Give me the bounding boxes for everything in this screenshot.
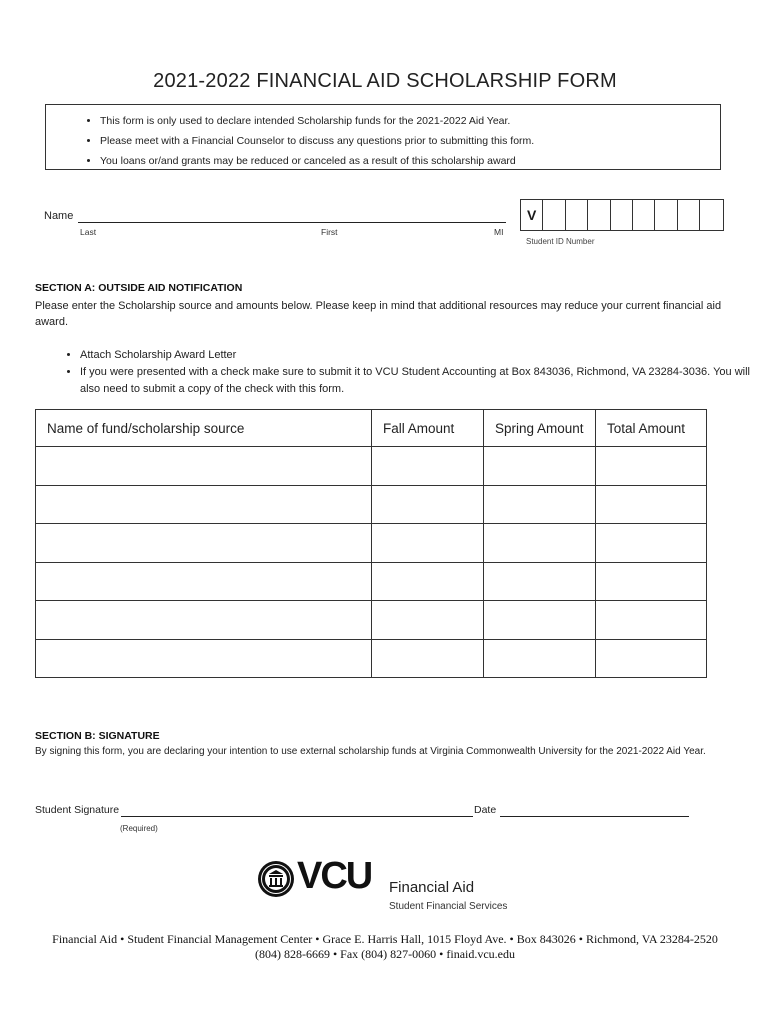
spring-amount-cell[interactable] (484, 485, 596, 524)
section-b-paragraph: By signing this form, you are declaring your intention to use external scholarship funds at Virginia Commonwealth University for the 2021-2022 Aid Year. (35, 746, 706, 757)
total-amount-cell[interactable] (596, 485, 707, 524)
student-id-field[interactable] (520, 199, 724, 231)
fund-name-cell[interactable] (36, 562, 372, 601)
total-amount-cell[interactable] (596, 601, 707, 640)
name-field[interactable] (78, 222, 506, 223)
fall-amount-cell[interactable] (372, 485, 484, 524)
required-note: (Required) (120, 824, 158, 833)
fall-amount-cell[interactable] (372, 639, 484, 678)
signature-field[interactable] (121, 816, 473, 817)
date-label: Date (474, 804, 497, 816)
notice-item: • Please meet with a Financial Counselor to discuss any questions prior to submitting this form. (100, 131, 720, 151)
student-id-digit-box[interactable] (566, 200, 588, 230)
spring-amount-cell[interactable] (484, 524, 596, 563)
last-name-label: Last (80, 227, 97, 237)
table-header-row (36, 410, 707, 447)
footer-contact: (804) 828-6669 • Fax (804) 827-0060 • finaid.vcu.edu (254, 947, 516, 961)
fund-name-cell[interactable] (36, 485, 372, 524)
scholarship-table (35, 409, 707, 678)
total-amount-cell[interactable] (596, 562, 707, 601)
notice-item: • This form is only used to declare intended Scholarship funds for the 2021-2022 Aid Year. (100, 111, 720, 131)
spring-amount-cell[interactable] (484, 447, 596, 486)
notice-item: • You loans or/and grants may be reduced or canceled as a result of this scholarship award (100, 151, 720, 171)
student-id-digit-box[interactable] (588, 200, 610, 230)
date-field[interactable] (500, 816, 689, 817)
bullet-item: • If you were presented with a check make sure to submit it to VCU Student Accounting at Box 843036, Richmond, VA 23284-3036. You will also need to submit a copy of the check with this form. (80, 364, 760, 398)
student-id-digit-box[interactable] (655, 200, 677, 230)
logo-unit: Financial Aid (389, 879, 475, 896)
spring-amount-cell[interactable] (484, 639, 596, 678)
student-id-digit-box[interactable] (611, 200, 633, 230)
total-amount-cell[interactable] (596, 524, 707, 563)
table-row (36, 562, 707, 601)
column-header-spring-amount: Spring Amount (484, 410, 596, 447)
student-id-prefix: V (521, 200, 543, 230)
student-id-caption: Student ID Number (526, 237, 595, 246)
bullet-item: • Attach Scholarship Award Letter (80, 347, 760, 364)
student-id-digit-box[interactable] (543, 200, 565, 230)
logo-subunit: Student Financial Services (389, 901, 508, 912)
fund-name-cell[interactable] (36, 601, 372, 640)
table-row (36, 639, 707, 678)
section-a-heading: SECTION A: OUTSIDE AID NOTIFICATION (35, 282, 243, 294)
vcu-wordmark: VCU (297, 855, 372, 897)
middle-initial-label: MI (494, 227, 504, 237)
column-header-total-amount: Total Amount (596, 410, 707, 447)
total-amount-cell[interactable] (596, 639, 707, 678)
fund-name-cell[interactable] (36, 524, 372, 563)
spring-amount-cell[interactable] (484, 562, 596, 601)
spring-amount-cell[interactable] (484, 601, 596, 640)
notice-box (45, 104, 721, 170)
column-header-fall-amount: Fall Amount (372, 410, 484, 447)
table-row (36, 601, 707, 640)
signature-label: Student Signature (35, 804, 120, 816)
table-row (36, 485, 707, 524)
name-label: Name (44, 210, 74, 222)
table-row (36, 524, 707, 563)
fall-amount-cell[interactable] (372, 524, 484, 563)
fall-amount-cell[interactable] (372, 601, 484, 640)
section-b-heading: SECTION B: SIGNATURE (35, 730, 160, 742)
first-name-label: First (321, 227, 338, 237)
section-a-paragraph: Please enter the Scholarship source and amounts below. Please keep in mind that additional resources may reduce your current financial aid award. (35, 300, 722, 328)
student-id-digit-box[interactable] (678, 200, 700, 230)
student-id-digit-box[interactable] (633, 200, 655, 230)
fall-amount-cell[interactable] (372, 447, 484, 486)
column-header-fund-name: Name of fund/scholarship source (36, 410, 372, 447)
section-a-bullets (0, 347, 760, 398)
table-row (36, 447, 707, 486)
fund-name-cell[interactable] (36, 639, 372, 678)
student-id-digit-box[interactable] (700, 200, 722, 230)
vcu-seal-icon (257, 860, 295, 898)
footer-address: Financial Aid • Student Financial Management Center • Grace E. Harris Hall, 1015 Floyd Ave. • Box 843026 • Richmond, VA 23284-2520 (52, 932, 718, 946)
form-title: 2021-2022 FINANCIAL AID SCHOLARSHIP FORM (153, 70, 617, 92)
total-amount-cell[interactable] (596, 447, 707, 486)
fall-amount-cell[interactable] (372, 562, 484, 601)
fund-name-cell[interactable] (36, 447, 372, 486)
